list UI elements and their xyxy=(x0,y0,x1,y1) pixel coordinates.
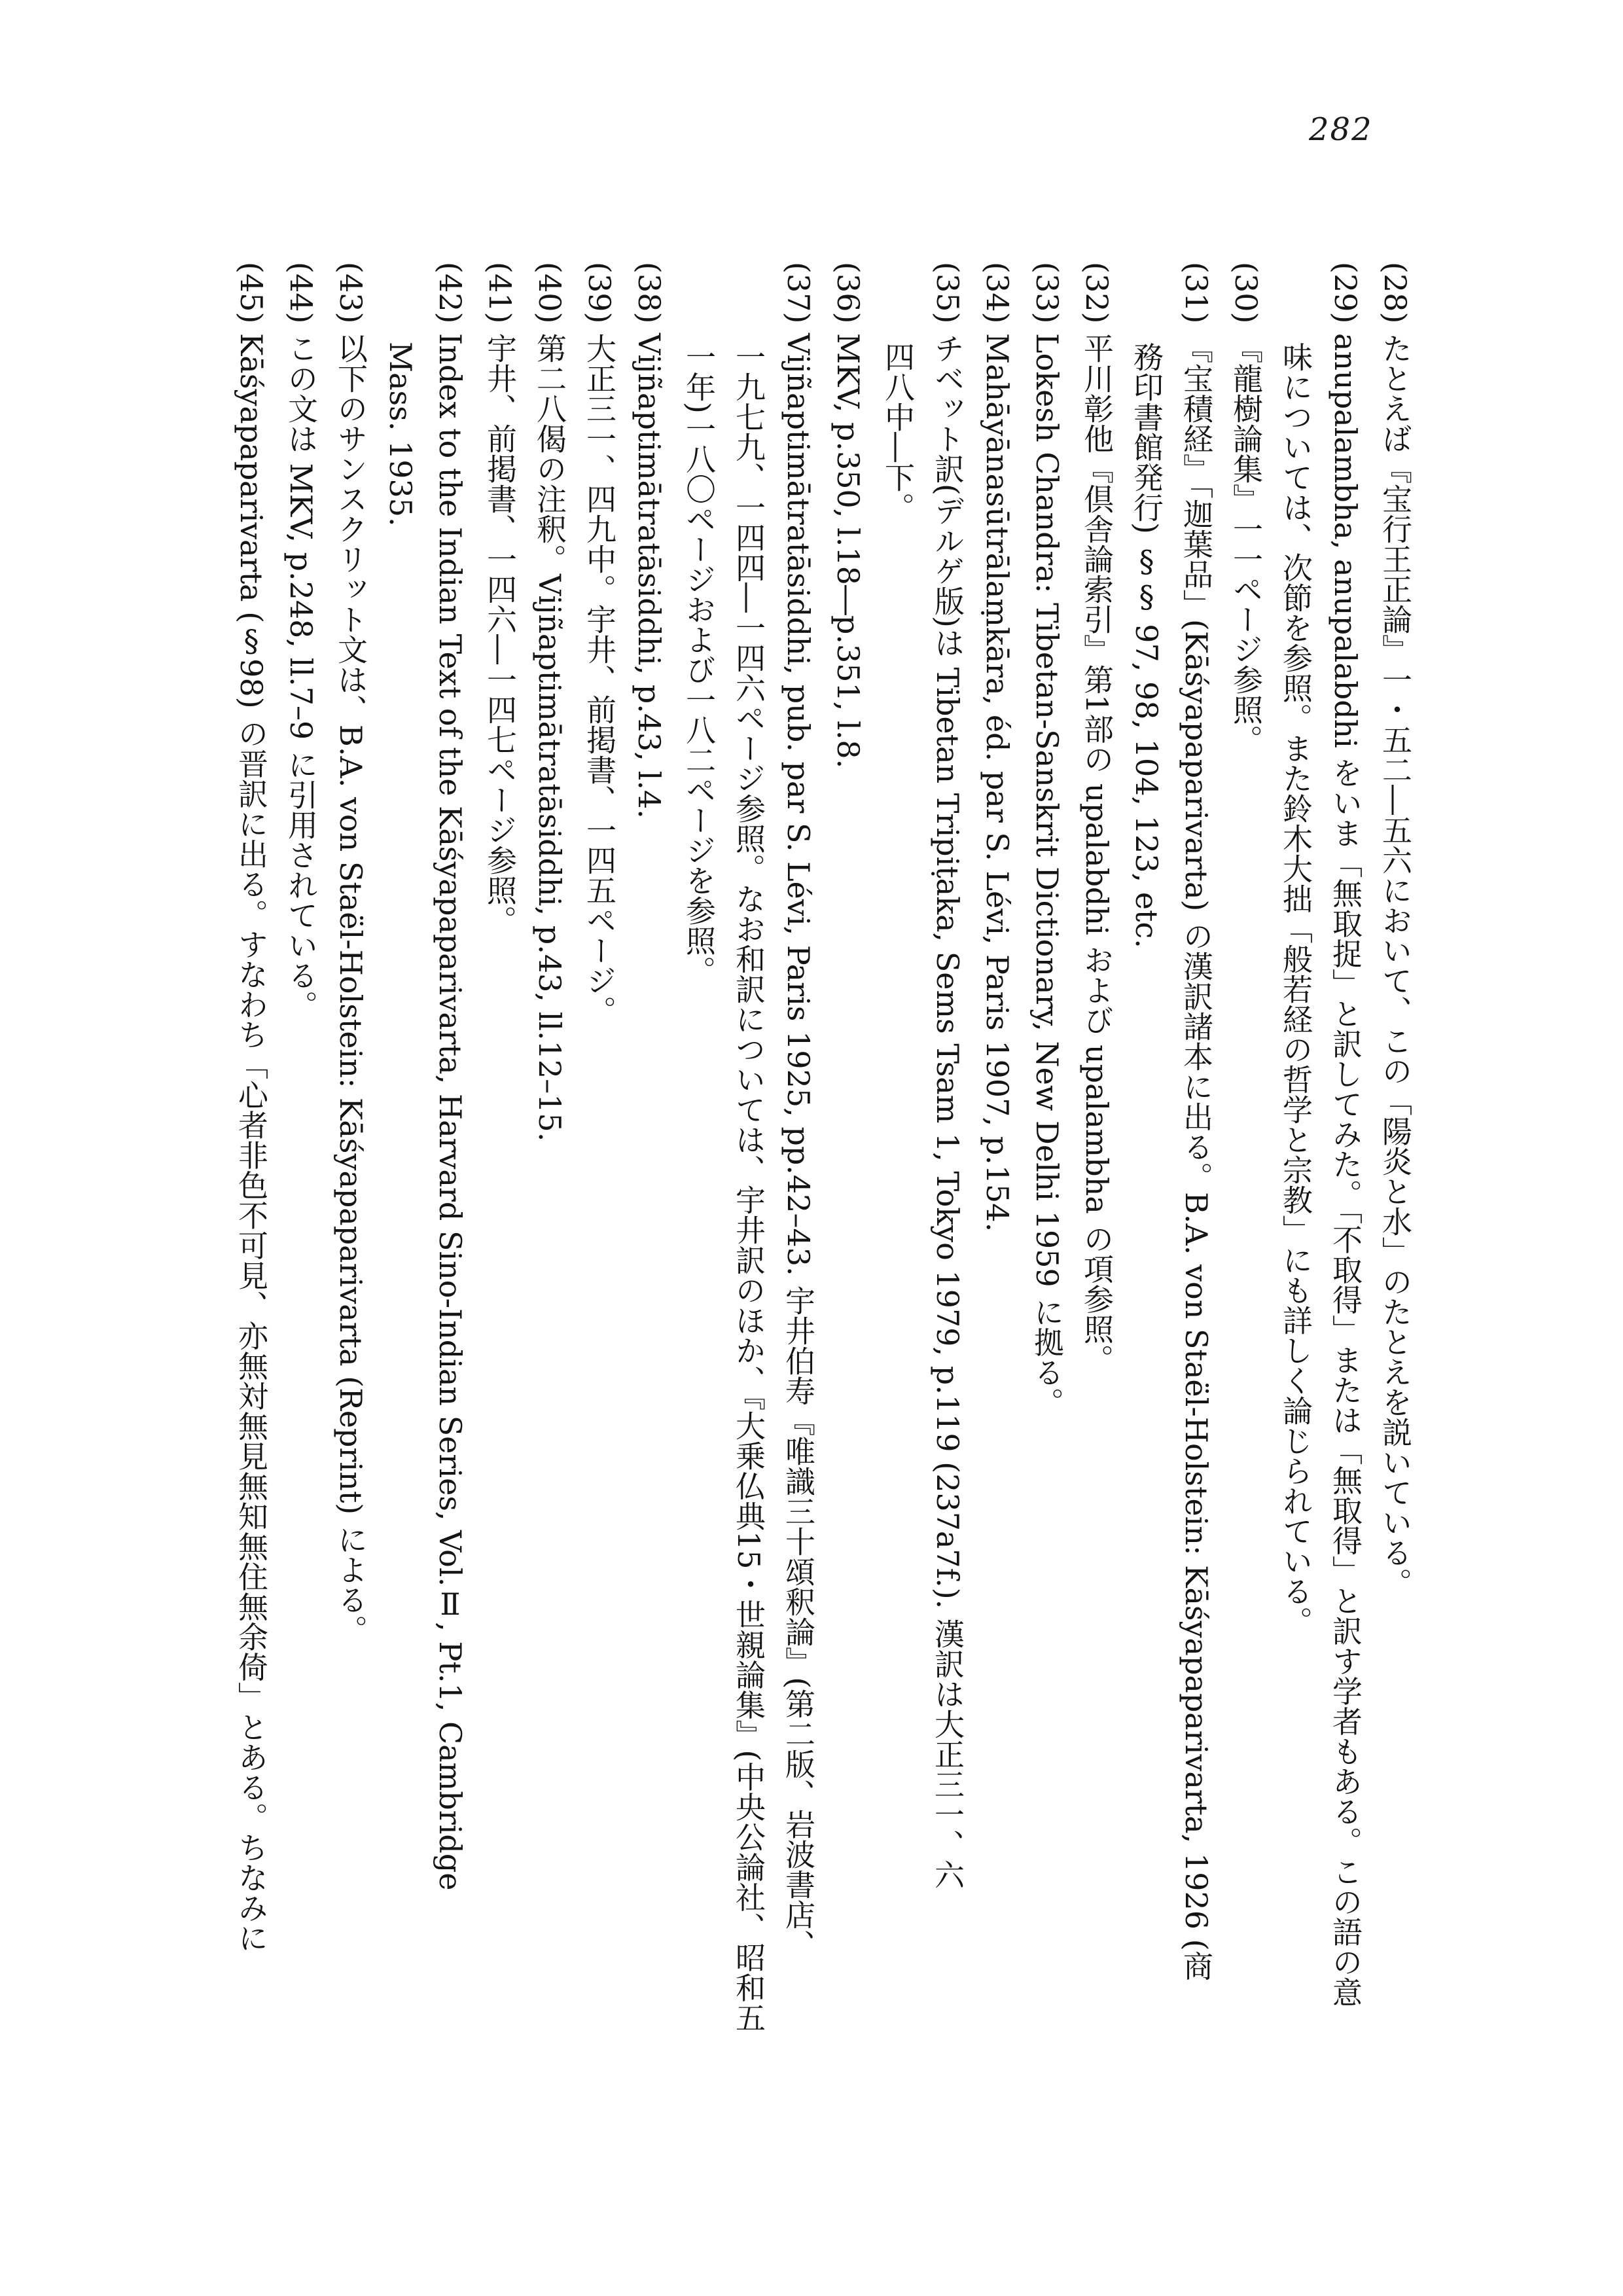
note-34 xyxy=(972,262,1022,2062)
note-line: (32) 平川彰他『倶舎論索引』第1部の upalabdhi および upalambha の項参照。 xyxy=(1079,262,1115,1374)
note-line: (45) Kāśyapaparivarta (§98) の晋訳に出る。すなわち「心者非色不可見、亦無対無見無知無住無余倚」とある。ちなみに xyxy=(234,262,269,1953)
note-30 xyxy=(1221,262,1271,2062)
note-31 xyxy=(1171,262,1221,2062)
note-29-continued xyxy=(1271,262,1321,2062)
note-line: (29) anupalambha, anupalabdhi をいま「無取捉」と訳してみた。「不取得」または「無取得」と訳す学者もある。この語の意 xyxy=(1328,262,1363,2007)
note-35-continued xyxy=(873,262,923,2062)
note-43 xyxy=(326,262,376,2062)
note-39 xyxy=(575,262,624,2062)
note-line: (41) 宇井、前掲書、一四六―一四七ページ参照。 xyxy=(482,262,518,936)
note-line: (33) Lokesh Chandra: Tibetan-Sanskrit Dictionary, New Delhi 1959 に拠る。 xyxy=(1029,262,1065,1418)
note-40 xyxy=(525,262,575,2062)
page-number: 282 xyxy=(1309,111,1373,148)
note-37 xyxy=(774,262,823,2062)
note-line: (36) MKV, p.350, l.18―p.351, l.8. xyxy=(830,262,866,769)
note-line: (37) Vijñaptimātratāsiddhi, pub. par S. Lévi, Paris 1925, pp.42–43. 宇井伯寿『唯識三十頌釈論』(第二版、岩波書店、 xyxy=(781,262,816,1960)
note-line: 四八中―下。 xyxy=(880,342,916,522)
note-line: (28) たとえば『宝行王正論』一・五二―五六において、この「陽炎と水」のたとえを説いている。 xyxy=(1378,262,1413,1598)
note-line: (34) Mahāyānasūtrālaṃkāra, éd. par S. Lévi, Paris 1907, p.154. xyxy=(980,262,1015,1232)
note-line: (35) チベット訳(デルゲ版)は Tibetan Tripiṭaka, Sems Tsam 1, Tokyo 1979, p.119 (237a7f.). 漢訳は大正三一、六 xyxy=(930,262,965,1890)
note-45 xyxy=(226,262,276,2062)
note-35 xyxy=(923,262,972,2062)
note-29 xyxy=(1321,262,1370,2062)
note-36 xyxy=(823,262,873,2062)
note-line: 務印書館発行) §§ 97, 98, 104, 123, etc. xyxy=(1129,342,1164,948)
note-32 xyxy=(1072,262,1122,2062)
note-33 xyxy=(1022,262,1072,2062)
note-line: 一年)一八〇ページおよび一八二ページを参照。 xyxy=(681,342,717,986)
note-41 xyxy=(475,262,525,2062)
note-line: Mass. 1935. xyxy=(383,342,418,527)
note-line: (38) Vijñaptimātratāsiddhi, p.43, l.4. xyxy=(632,262,667,819)
note-37-continued xyxy=(724,262,774,2062)
note-28 xyxy=(1370,262,1420,2062)
note-line: (42) Index to the Indian Text of the Kāśyapaparivarta, Harvard Sino-Indian Series, Vol.Ⅱ, Pt.1, Cambridge xyxy=(433,262,468,1891)
note-42-continued xyxy=(376,262,425,2062)
note-42 xyxy=(425,262,475,2062)
note-37-continued xyxy=(674,262,724,2062)
note-line: (31) 『宝積経』「迦葉品」(Kāśyapaparivarta) の漢訳諸本に出る。B.A. von Staël-Holstein: Kāśyapaparivarta, 1926 (商 xyxy=(1179,262,1214,1981)
note-line: 味については、次節を参照。また鈴木大拙「般若経の哲学と宗教」にも詳しく論じられている。 xyxy=(1278,342,1313,1636)
note-31-continued xyxy=(1122,262,1171,2062)
note-line: 一九七九、一四四―一四六ページ参照。なお和訳については、宇井訳のほか、『大乗仏典15・世親論集』(中央公論社、昭和五 xyxy=(731,342,766,2033)
note-44 xyxy=(276,262,326,2062)
note-line: (39) 大正三一、四九中。宇井、前掲書、一四五ページ。 xyxy=(582,262,617,1026)
note-line: (40) 第二八偈の注釈。Vijñaptimātratāsiddhi, p.43, ll.12–15. xyxy=(532,262,567,1142)
endnotes xyxy=(216,262,1420,2062)
note-line: (30) 『龍樹論集』一一ページ参照。 xyxy=(1228,262,1264,755)
note-line: (43) 以下のサンスクリット文は、B.A. von Staël-Holstein: Kāśyapaparivarta (Reprint) による。 xyxy=(333,262,368,1645)
note-38 xyxy=(624,262,674,2062)
note-line: (44) この文は MKV, p.248, ll.7–9 に引用されている。 xyxy=(283,262,319,1020)
